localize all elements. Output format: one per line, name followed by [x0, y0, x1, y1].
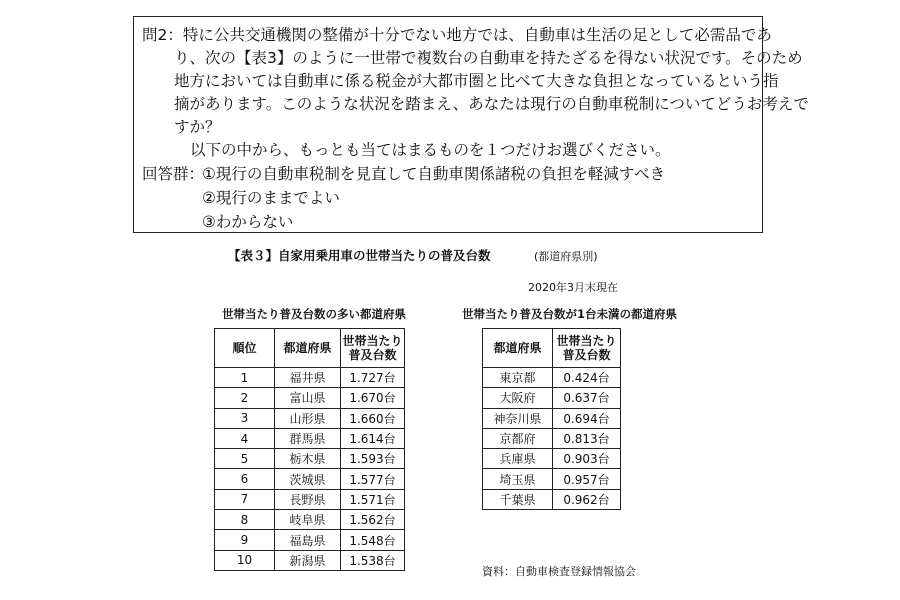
table-row — [483, 449, 621, 469]
question-instruction: 以下の中から、もっとも当てはまるものを１つだけお選びください。 — [190, 141, 671, 159]
units-cell: 1.670台 — [341, 388, 405, 408]
prefecture-cell: 千葉県 — [483, 489, 553, 509]
question-line-5: すか？ — [174, 118, 221, 136]
table-row — [215, 489, 405, 509]
prefecture-cell: 福島県 — [275, 530, 341, 550]
answer-option-3: ③わからない — [202, 213, 294, 231]
rank-cell: 10 — [215, 550, 275, 570]
header-prefecture: 都道府県 — [483, 329, 553, 368]
as-of-date: 2020年3月末現在 — [528, 281, 618, 294]
table-row — [483, 388, 621, 408]
header-prefecture: 都道府県 — [275, 329, 341, 368]
table-row — [215, 530, 405, 550]
right-below-one-table — [482, 328, 621, 510]
prefecture-cell: 山形県 — [275, 408, 341, 428]
units-cell: 0.957台 — [553, 469, 621, 489]
units-cell: 0.637台 — [553, 388, 621, 408]
rank-cell: 7 — [215, 489, 275, 509]
table-header-row — [483, 329, 621, 368]
table-row — [215, 510, 405, 530]
units-cell: 0.694台 — [553, 408, 621, 428]
units-cell: 1.571台 — [341, 489, 405, 509]
rank-cell: 9 — [215, 530, 275, 550]
prefecture-cell: 東京都 — [483, 368, 553, 388]
table-row — [483, 368, 621, 388]
units-cell: 1.562台 — [341, 510, 405, 530]
prefecture-cell: 兵庫県 — [483, 449, 553, 469]
question-line-2: り、次の【表3】のように一世帯で複数台の自動車を持たざるを得ない状況です。そのため — [174, 49, 803, 67]
table-row — [215, 469, 405, 489]
answer-group-label: 回答群： — [142, 165, 205, 183]
prefecture-cell: 長野県 — [275, 489, 341, 509]
prefecture-cell: 大阪府 — [483, 388, 553, 408]
question-box — [133, 16, 809, 233]
header-units: 世帯当たり 普及台数 — [553, 329, 621, 368]
answer-option-1: ①現行の自動車税制を見直して自動車関係諸税の負担を軽減すべき — [202, 165, 666, 183]
source-note: 資料：自動車検査登録情報協会 — [482, 565, 636, 578]
header-units: 世帯当たり 普及台数 — [341, 329, 405, 368]
prefecture-cell: 福井県 — [275, 368, 341, 388]
table-subtitle: (都道府県別) — [534, 250, 598, 263]
prefecture-cell: 岐阜県 — [275, 510, 341, 530]
table-row — [215, 449, 405, 469]
units-cell: 0.424台 — [553, 368, 621, 388]
left-table-caption: 世帯当たり普及台数の多い都道府県 — [222, 307, 406, 321]
table-row — [483, 489, 621, 509]
prefecture-cell: 富山県 — [275, 388, 341, 408]
header-rank: 順位 — [215, 329, 275, 368]
left-ranking-table — [214, 328, 405, 571]
rank-cell: 6 — [215, 469, 275, 489]
prefecture-cell: 群馬県 — [275, 428, 341, 448]
units-cell: 1.577台 — [341, 469, 405, 489]
table-row — [483, 428, 621, 448]
units-cell: 1.538台 — [341, 550, 405, 570]
table-row — [215, 408, 405, 428]
table-row — [215, 388, 405, 408]
question-line-3: 地方においては自動車に係る税金が大都市圏と比べて大きな負担となっているという指 — [174, 72, 779, 90]
rank-cell: 3 — [215, 408, 275, 428]
table-row — [215, 550, 405, 570]
prefecture-cell: 埼玉県 — [483, 469, 553, 489]
units-cell: 1.548台 — [341, 530, 405, 550]
rank-cell: 4 — [215, 428, 275, 448]
prefecture-cell: 新潟県 — [275, 550, 341, 570]
right-table-caption: 世帯当たり普及台数が1台未満の都道府県 — [462, 307, 677, 321]
rank-cell: 8 — [215, 510, 275, 530]
table-header-row — [215, 329, 405, 368]
units-cell: 0.813台 — [553, 428, 621, 448]
rank-cell: 1 — [215, 368, 275, 388]
units-cell: 1.614台 — [341, 428, 405, 448]
table-row — [483, 469, 621, 489]
question-line-1: 問2：特に公共交通機関の整備が十分でない地方では、自動車は生活の足として必需品であ — [142, 26, 772, 44]
question-line-4: 摘があります。このような状況を踏まえ、あなたは現行の自動車税制についてどうお考えで — [174, 95, 809, 113]
answer-option-2: ②現行のままでよい — [202, 189, 340, 207]
table-row — [483, 408, 621, 428]
prefecture-cell: 栃木県 — [275, 449, 341, 469]
table-title: 【表３】自家用乗用車の世帯当たりの普及台数 — [228, 248, 491, 263]
prefecture-cell: 京都府 — [483, 428, 553, 448]
units-cell: 1.660台 — [341, 408, 405, 428]
units-cell: 1.727台 — [341, 368, 405, 388]
units-cell: 0.962台 — [553, 489, 621, 509]
rank-cell: 5 — [215, 449, 275, 469]
prefecture-cell: 茨城県 — [275, 469, 341, 489]
units-cell: 0.903台 — [553, 449, 621, 469]
units-cell: 1.593台 — [341, 449, 405, 469]
table-row — [215, 368, 405, 388]
rank-cell: 2 — [215, 388, 275, 408]
table-row — [215, 428, 405, 448]
prefecture-cell: 神奈川県 — [483, 408, 553, 428]
